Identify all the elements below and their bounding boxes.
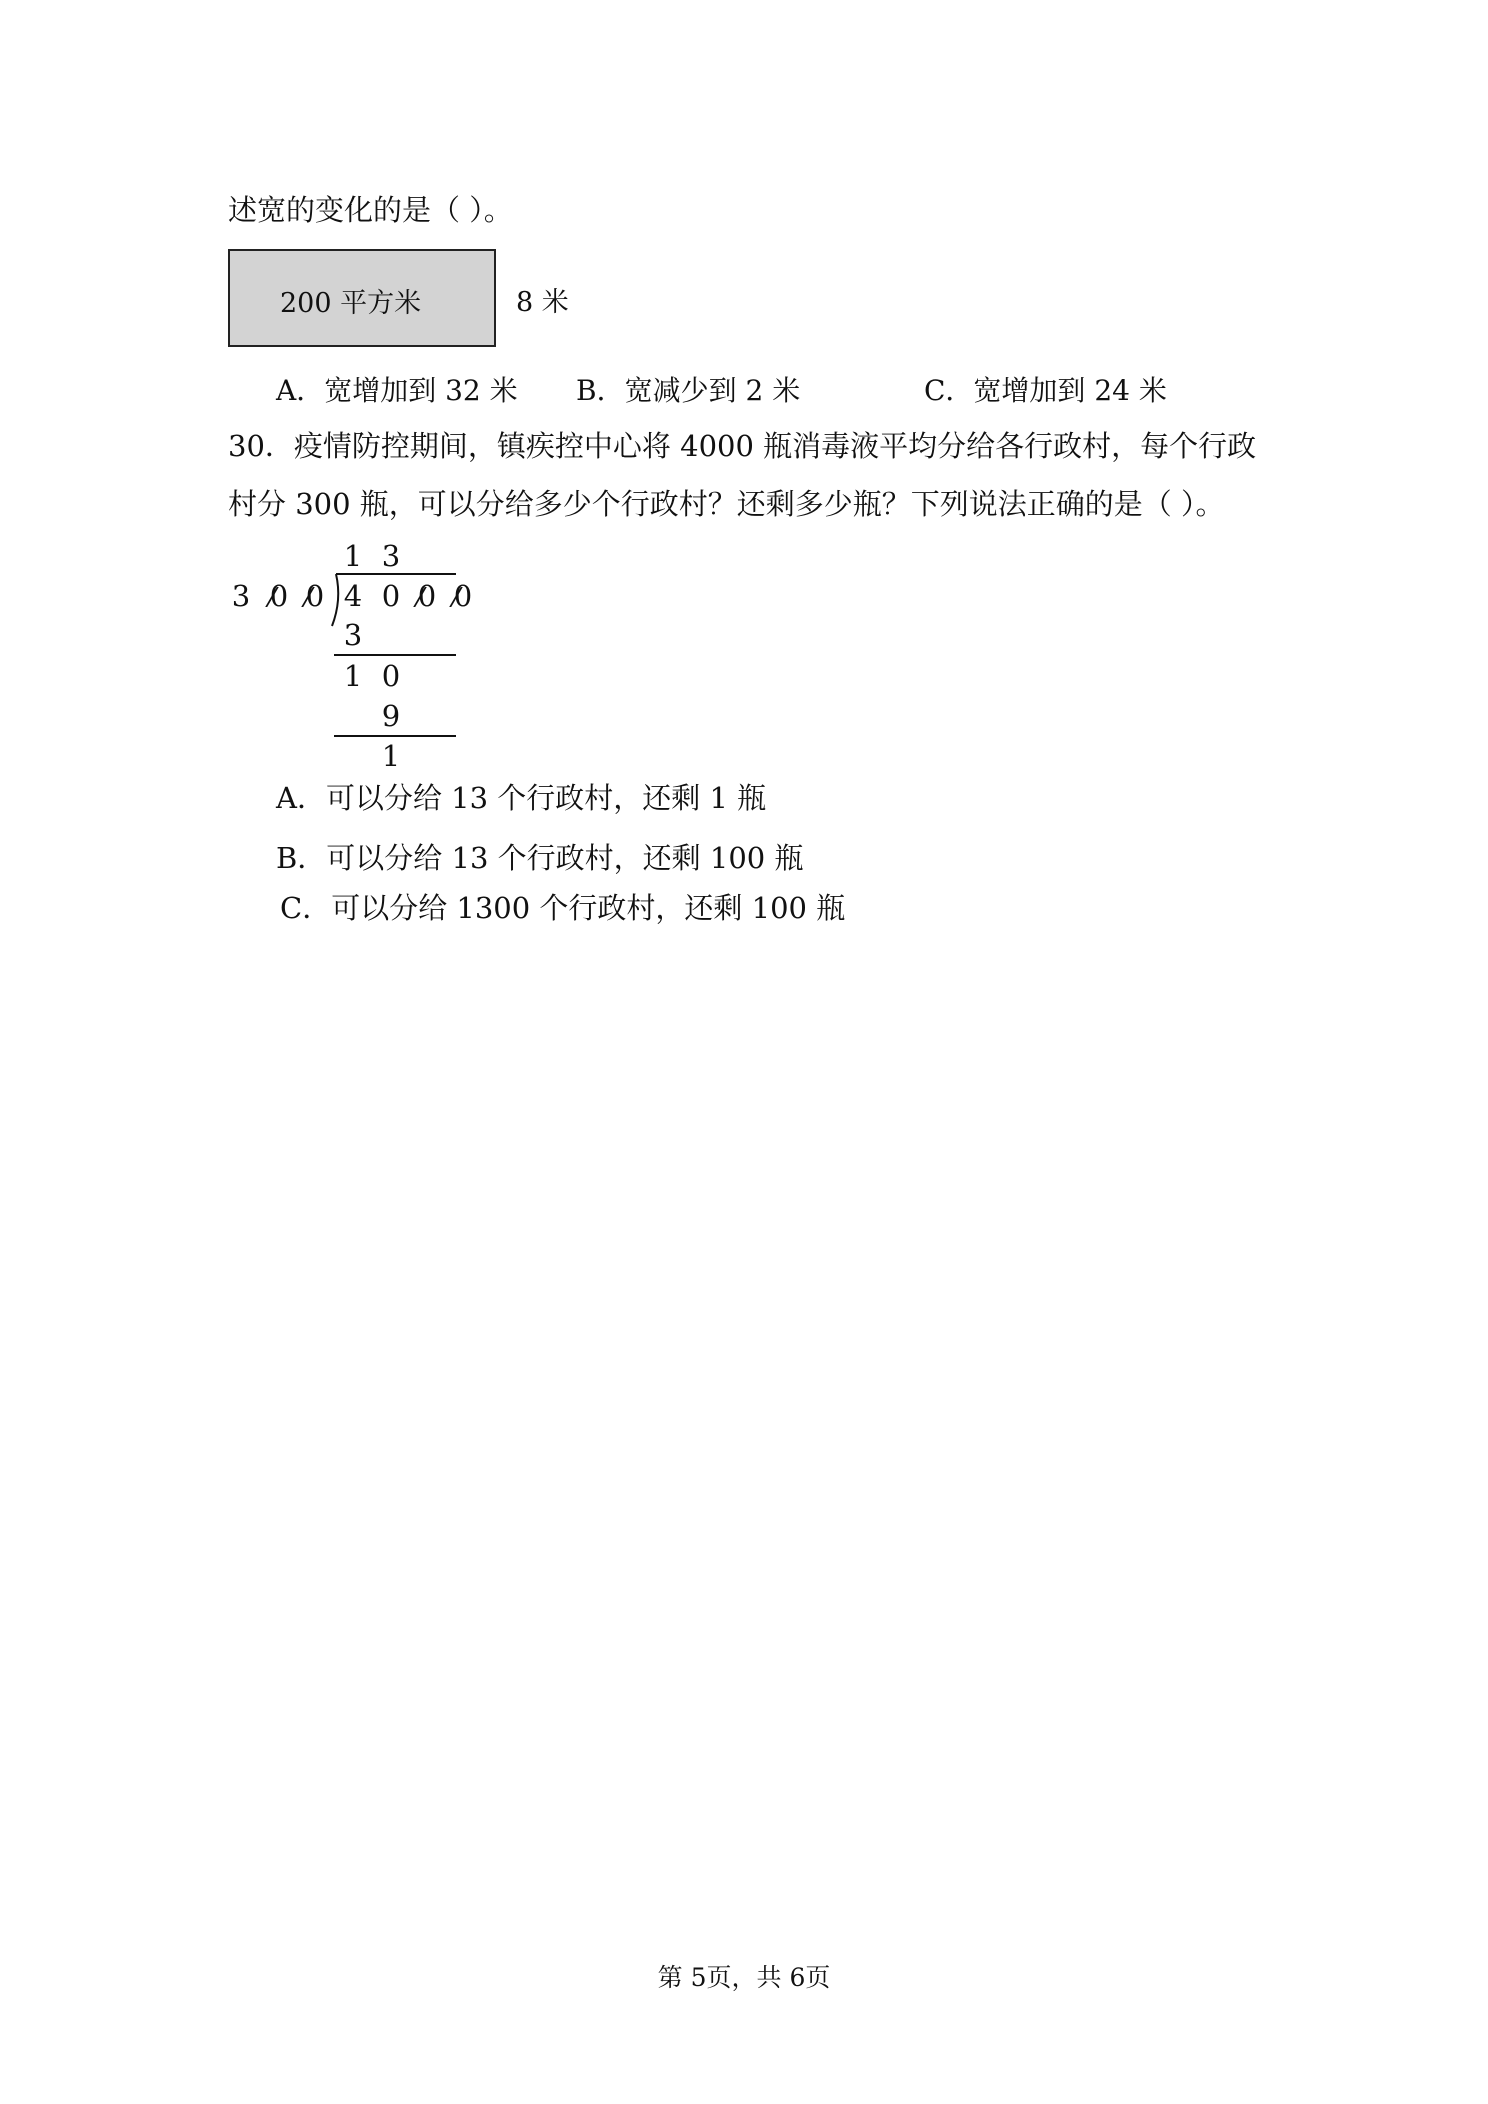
dividend-digit: 0 bbox=[381, 579, 401, 613]
q30-option-a[interactable]: A．可以分给 13 个行政村，还剩 1 瓶 bbox=[276, 781, 767, 815]
division-step-digit: 1 bbox=[343, 659, 363, 693]
dividend-digit: 4 bbox=[343, 579, 363, 613]
page-number-footer: 第 5页，共 6页 bbox=[657, 1963, 831, 1992]
q29-option-c[interactable]: C．宽增加到 24 米 bbox=[924, 374, 1167, 407]
q30-stem-line2: 村分 300 瓶，可以分给多少个行政村？还剩多少瓶？下列说法正确的是（ ）。 bbox=[228, 487, 1225, 521]
long-division-lines bbox=[226, 530, 506, 780]
rectangle-figure bbox=[228, 249, 496, 347]
divisor-digit-struck: 0 bbox=[305, 579, 325, 613]
rectangle-area-label: 200 平方米 bbox=[280, 288, 422, 319]
division-remainder-digit: 1 bbox=[381, 739, 401, 773]
q29-option-b[interactable]: B．宽减少到 2 米 bbox=[576, 374, 801, 407]
division-step-digit: 0 bbox=[381, 659, 401, 693]
divisor-digit-struck: 0 bbox=[269, 579, 289, 613]
q29-stem-tail: 述宽的变化的是（ ）。 bbox=[228, 193, 513, 227]
division-step-digit: 3 bbox=[343, 618, 363, 652]
long-division-figure bbox=[226, 530, 506, 780]
q30-stem-line1: 30．疫情防控期间，镇疾控中心将 4000 瓶消毒液平均分给各行政村，每个行政 bbox=[228, 429, 1257, 463]
q29-option-a[interactable]: A．宽增加到 32 米 bbox=[276, 374, 518, 407]
divisor-digit: 3 bbox=[231, 579, 251, 613]
quotient-digit: 1 bbox=[343, 539, 363, 573]
q30-option-b[interactable]: B．可以分给 13 个行政村，还剩 100 瓶 bbox=[276, 841, 804, 875]
division-step-digit: 9 bbox=[381, 699, 401, 733]
dividend-digit-struck: 0 bbox=[453, 579, 473, 613]
q30-option-c[interactable]: C．可以分给 1300 个行政村，还剩 100 瓶 bbox=[280, 891, 846, 925]
quotient-digit: 3 bbox=[381, 539, 401, 573]
dividend-digit-struck: 0 bbox=[417, 579, 437, 613]
rectangle-length-label: 8 米 bbox=[516, 287, 569, 318]
